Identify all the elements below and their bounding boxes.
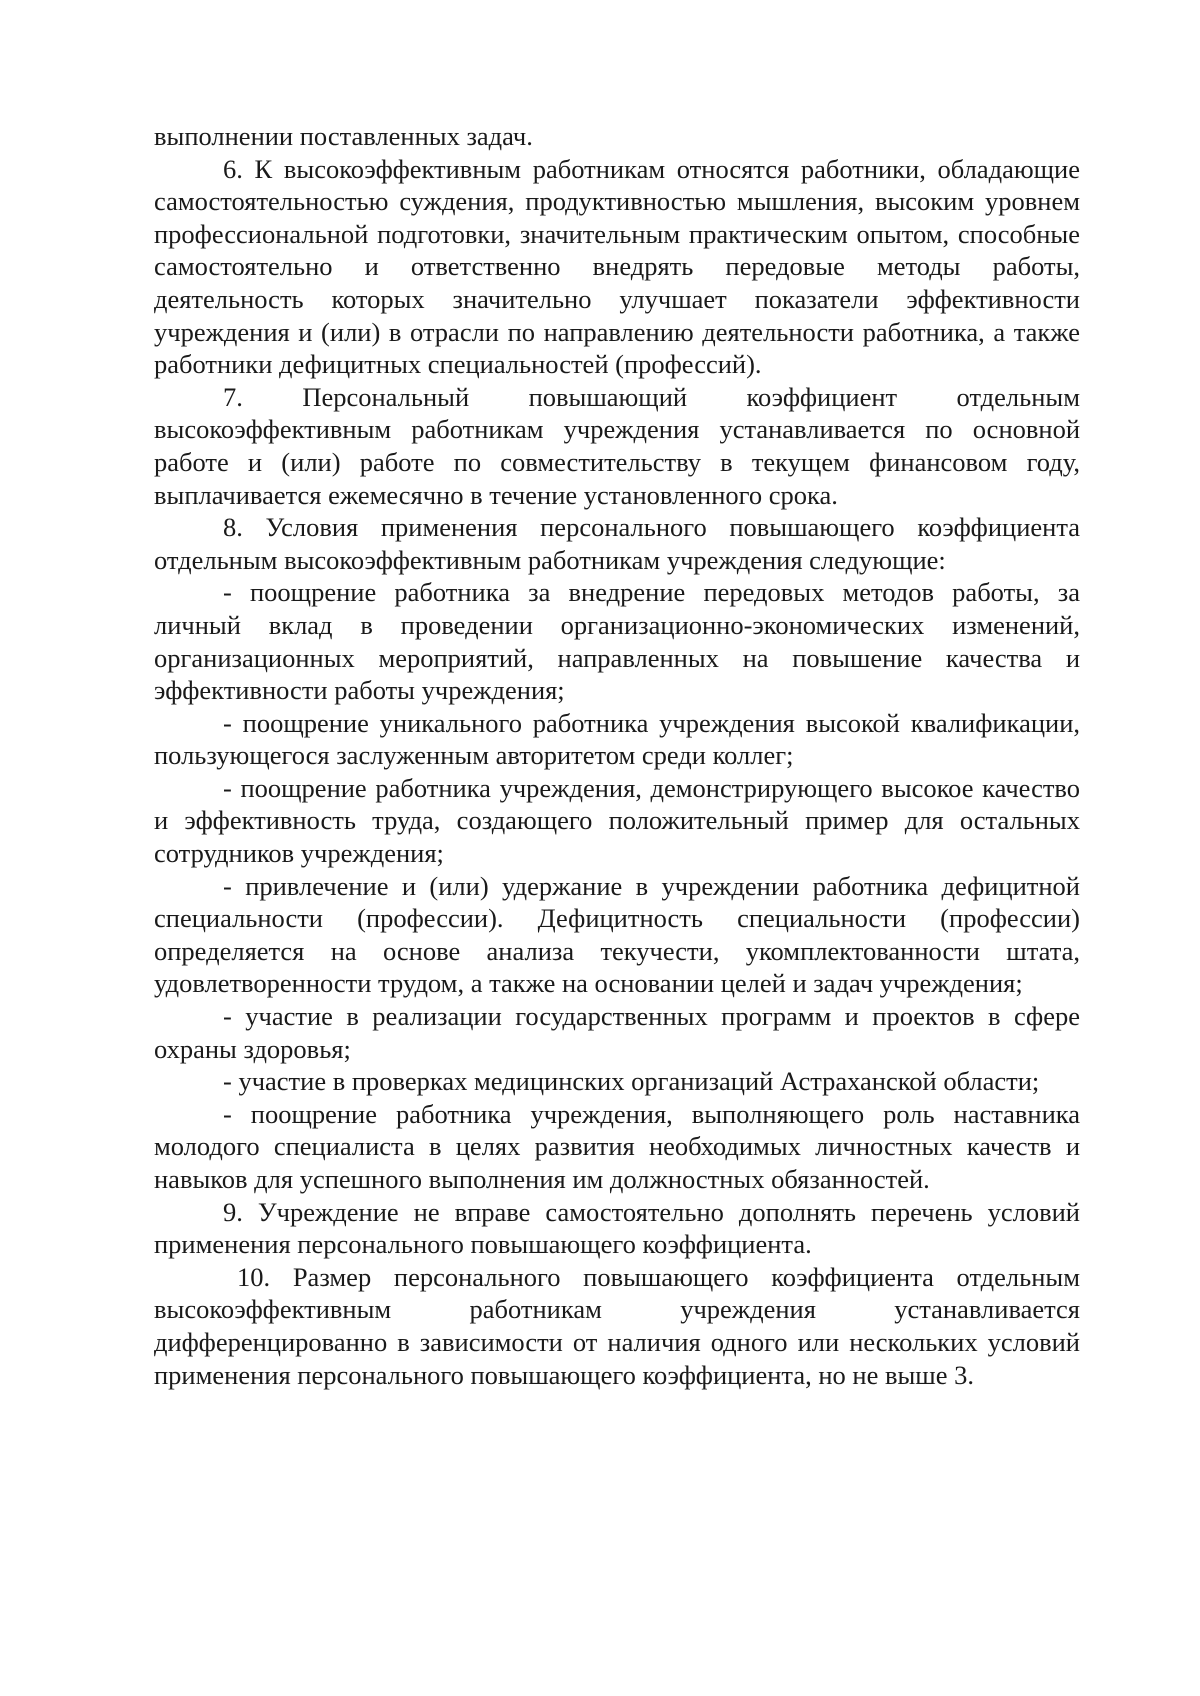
list-item-condition-1: - поощрение работника за внедрение передовых методов работы, за личный вклад в проведении организационно-экономических изменений, организационных мероприятий, направленных на повышение качества и эффективности работы учреждения; xyxy=(154,577,1080,706)
list-item-condition-5: - участие в реализации государственных программ и проектов в сфере охраны здоровья; xyxy=(154,1001,1080,1064)
list-item-condition-4: - привлечение и (или) удержание в учреждении работника дефицитной специальности (профессии). Дефицитность специальности (профессии) определяется на основе анализа текучести, укомплектованности штата, удовлетворенности трудом, а также на основании целей и задач учреждения; xyxy=(154,870,1080,999)
document-body xyxy=(154,120,1080,1391)
list-item-condition-7: - поощрение работника учреждения, выполняющего роль наставника молодого специалиста в целях развития необходимых личностных качеств и навыков для успешного выполнения им должностных обязанностей. xyxy=(154,1098,1080,1194)
paragraph-item-7: 7. Персональный повышающий коэффициент отдельным высокоэффективным работникам учреждения устанавливается по основной работе и (или) работе по совместительству в текущем финансовом году, выплачивается ежемесячно в течение установленного срока. xyxy=(154,381,1080,510)
paragraph-continuation: выполнении поставленных задач. xyxy=(154,121,533,151)
paragraph-item-10: 10. Размер персонального повышающего коэффициента отдельным высокоэффективным работникам учреждения устанавливается дифференцированно в зависимости от наличия одного или нескольких условий применения персонального повышающего коэффициента, но не выше 3. xyxy=(154,1261,1080,1390)
list-item-condition-3: - поощрение работника учреждения, демонстрирующего высокое качество и эффективность труда, создающего положительный пример для остальных сотрудников учреждения; xyxy=(154,772,1080,869)
paragraph-item-9: 9. Учреждение не вправе самостоятельно дополнять перечень условий применения персонального повышающего коэффициента. xyxy=(154,1196,1080,1260)
paragraph-item-6: 6. К высокоэффективным работникам относятся работники, обладающие самостоятельностью суждения, продуктивностью мышления, высоким уровнем профессиональной подготовки, значительным практическим опытом, способные самостоятельно и ответственно внедрять передовые методы работы, деятельность которых значительно улучшает показатели эффективности учреждения и (или) в отрасли по направлению деятельности работника, а также работники дефицитных специальностей (профессий). xyxy=(154,153,1080,380)
list-item-condition-2: - поощрение уникального работника учреждения высокой квалификации, пользующегося заслуженным авторитетом среди коллег; xyxy=(154,707,1080,771)
paragraph-item-8: 8. Условия применения персонального повышающего коэффициента отдельным высокоэффективным работникам учреждения следующие: xyxy=(154,512,1080,575)
list-item-condition-6: - участие в проверках медицинских организаций Астраханской области; xyxy=(223,1066,1040,1097)
